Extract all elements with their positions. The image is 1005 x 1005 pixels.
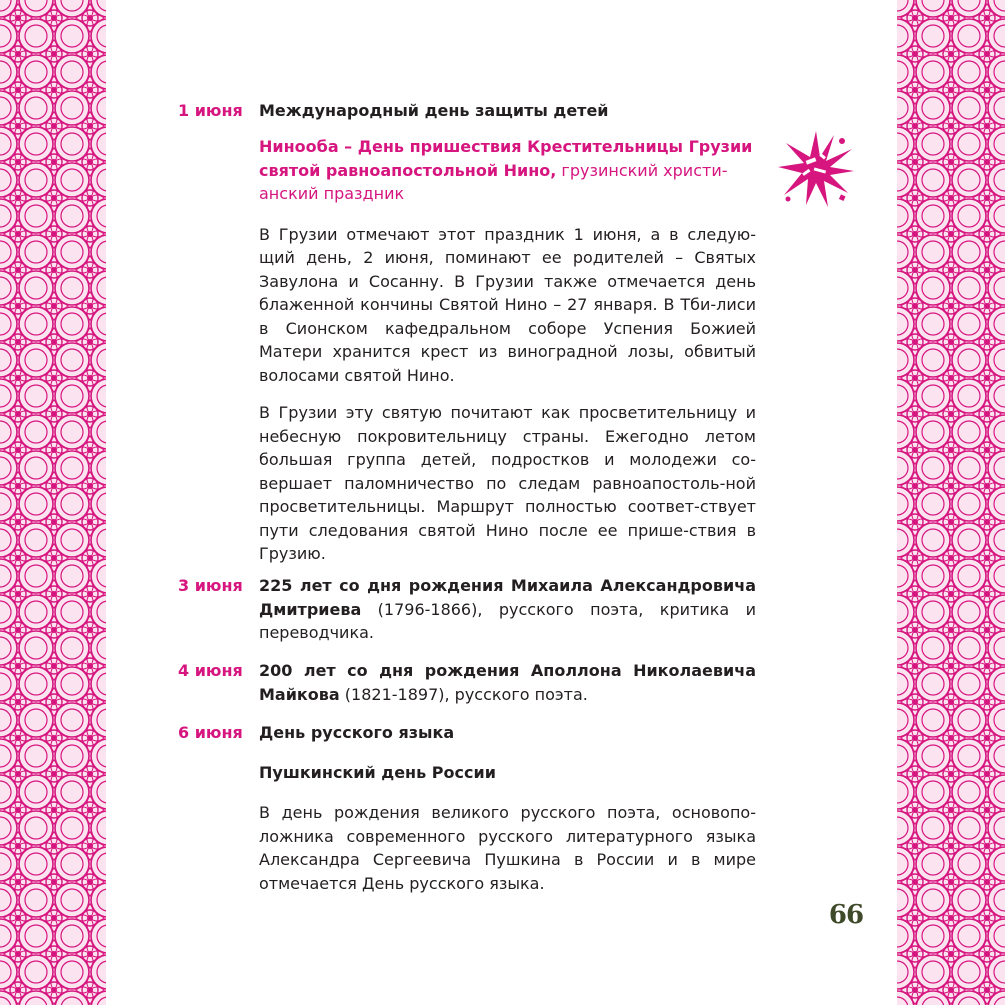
entry-paragraph: В Грузии эту святую почитают как просветительницу и небесную покровительницу страны. Ежегодно летом большая группа детей, подростков и молодежи со-вершает паломничество по следам равноапостоль-ной просветительницы. Маршрут полностью соответ-ствует пути следования святой Нино после ее прише-ствия в Грузию.	[259, 403, 756, 563]
entry-june-1	[178, 99, 758, 566]
entry-june-3	[178, 574, 758, 645]
entry-title	[259, 659, 756, 706]
entry-title	[259, 574, 756, 645]
title-rest: (1796-1866), русского поэта, критика и переводчика.	[259, 599, 756, 642]
entry-paragraph: В Грузии отмечают этот праздник 1 июня, а в следую-щий день, 2 июня, поминают ее родителей – Святых Завулона и Сосанну. В Грузии также отмечается день блаженной кончины Святой Нино – 27 января. В Тби-лиси в Сионском кафедральном соборе Успения Божией Матери хранится крест из виноградной лозы, обвитый волосами святой Нино.	[259, 224, 756, 385]
title-bold: 200 лет со дня рождения Аполлона Николаевича Майкова	[259, 661, 756, 704]
title-bold: 225 лет со дня рождения Михаила Александровича Дмитриева	[259, 576, 756, 619]
entry-subtitle	[259, 135, 756, 206]
title-rest: (1821-1897), русского поэта.	[339, 684, 588, 704]
entry-content	[259, 99, 756, 566]
burst-emblem-icon	[776, 129, 856, 209]
subtitle-rest: грузинский христи-анский праздник	[259, 160, 728, 203]
entry-date: 4 июня	[178, 661, 243, 680]
right-border-pattern	[897, 0, 1005, 1005]
left-border-pattern	[0, 0, 106, 1005]
entry-date: 3 июня	[178, 576, 243, 595]
entry-content	[259, 659, 756, 706]
entry-content	[259, 574, 756, 645]
subtitle-bold: Ниноoба – День пришествия Крестительницы Грузии святой равноапостольной Нино,	[259, 137, 753, 180]
entry-date: 6 июня	[178, 723, 243, 742]
entry-content	[259, 721, 756, 895]
page-number: 66	[828, 900, 864, 930]
entry-date: 1 июня	[178, 101, 243, 120]
entry-paragraph: В день рождения великого русского поэта, основопо-ложника современного русского литературного языка Александра Сергеевича Пушкина в России и в мире отмечается День русского языка.	[259, 803, 756, 893]
entry-june-6	[178, 721, 758, 895]
entry-title: Международный день защиты детей	[259, 101, 609, 120]
entry-june-4	[178, 659, 758, 706]
entry-subtitle: Пушкинский день России	[259, 763, 496, 782]
entry-title: День русского языка	[259, 723, 455, 742]
